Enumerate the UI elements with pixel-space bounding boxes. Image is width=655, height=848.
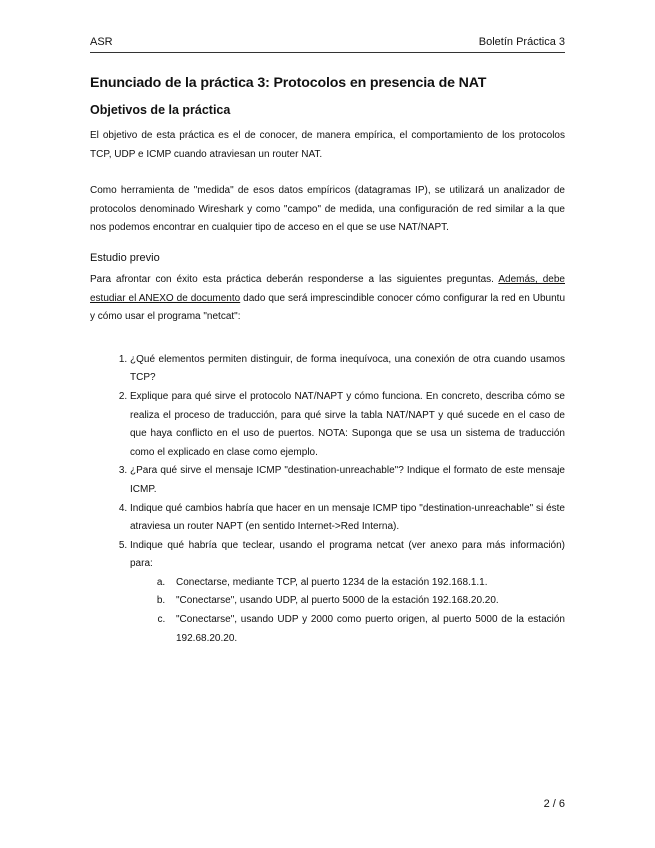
document-title: Enunciado de la práctica 3: Protocolos en presencia de NAT bbox=[90, 75, 487, 91]
header-doc-title: Boletín Práctica 3 bbox=[478, 36, 565, 48]
objectives-paragraph-2: Como herramienta de "medida" de esos datos empíricos (datagramas IP), se utilizará un analizador de protocolos denominado Wireshark y como "campo" de medida, una configuración de red similar a la que nos podemos encontrar en cualquier tipo de acceso en el que se use NAT/NAPT. bbox=[90, 185, 565, 234]
objectives-paragraph-1: El objetivo de esta práctica es el de conocer, de manera empírica, el comportamiento de los protocolos TCP, UDP e ICMP cuando atraviesan un router NAT. bbox=[90, 130, 565, 160]
study-heading: Estudio previo bbox=[90, 251, 160, 264]
subitem: c. "Conectarse", usando UDP y 2000 como puerto origen, al puerto 5000 de la estación 192.68.20.20. bbox=[168, 611, 565, 648]
question-item: 4. Indique qué cambios habría que hacer en un mensaje ICMP tipo "destination-unreachable" si éste atraviesa un router NAPT (en sentido Internet->Red Interna). bbox=[130, 500, 565, 537]
questions-list bbox=[90, 351, 565, 649]
annex-reference: Además, debe estudiar el ANEXO de documento bbox=[90, 273, 565, 304]
netcat-subitems-list bbox=[130, 574, 565, 648]
subitem: a. Conectarse, mediante TCP, al puerto 1234 de la estación 192.168.1.1. bbox=[168, 574, 565, 593]
page-content bbox=[90, 75, 565, 648]
subitem: b. "Conectarse", usando UDP, al puerto 5000 de la estación 192.168.20.20. bbox=[168, 592, 565, 611]
objectives-heading: Objetivos de la práctica bbox=[90, 103, 231, 117]
question-text: Indique qué habría que teclear, usando el programa netcat (ver anexo para más información) para: bbox=[130, 539, 565, 570]
study-intro-text-1: Para afrontar con éxito esta práctica deberán responderse a las siguientes preguntas. bbox=[90, 273, 499, 285]
page-header bbox=[90, 36, 565, 53]
question-item: 2. Explique para qué sirve el protocolo NAT/NAPT y cómo funciona. En concreto, describa cómo se realiza el proceso de traducción, para qué sirve la tabla NAT/NAPT y qué sucede en el caso de que haya conflicto en el uso de puertos. NOTA: Suponga que se usa un sistema de traducción como el explicado en clase como ejemplo. bbox=[130, 388, 565, 462]
header-course: ASR bbox=[90, 36, 113, 48]
question-item: 1. ¿Qué elementos permiten distinguir, de forma inequívoca, una conexión de otra cuando usamos TCP? bbox=[130, 351, 565, 388]
page-number: 2 / 6 bbox=[543, 798, 565, 810]
question-item: 3. ¿Para qué sirve el mensaje ICMP "destination-unreachable"? Indique el formato de este mensaje ICMP. bbox=[130, 462, 565, 499]
study-intro-text-2: dado que será imprescindible conocer cómo configurar la red en Ubuntu y cómo usar el programa "netcat": bbox=[90, 292, 566, 323]
study-intro bbox=[90, 271, 565, 327]
question-item-netcat bbox=[130, 537, 565, 649]
